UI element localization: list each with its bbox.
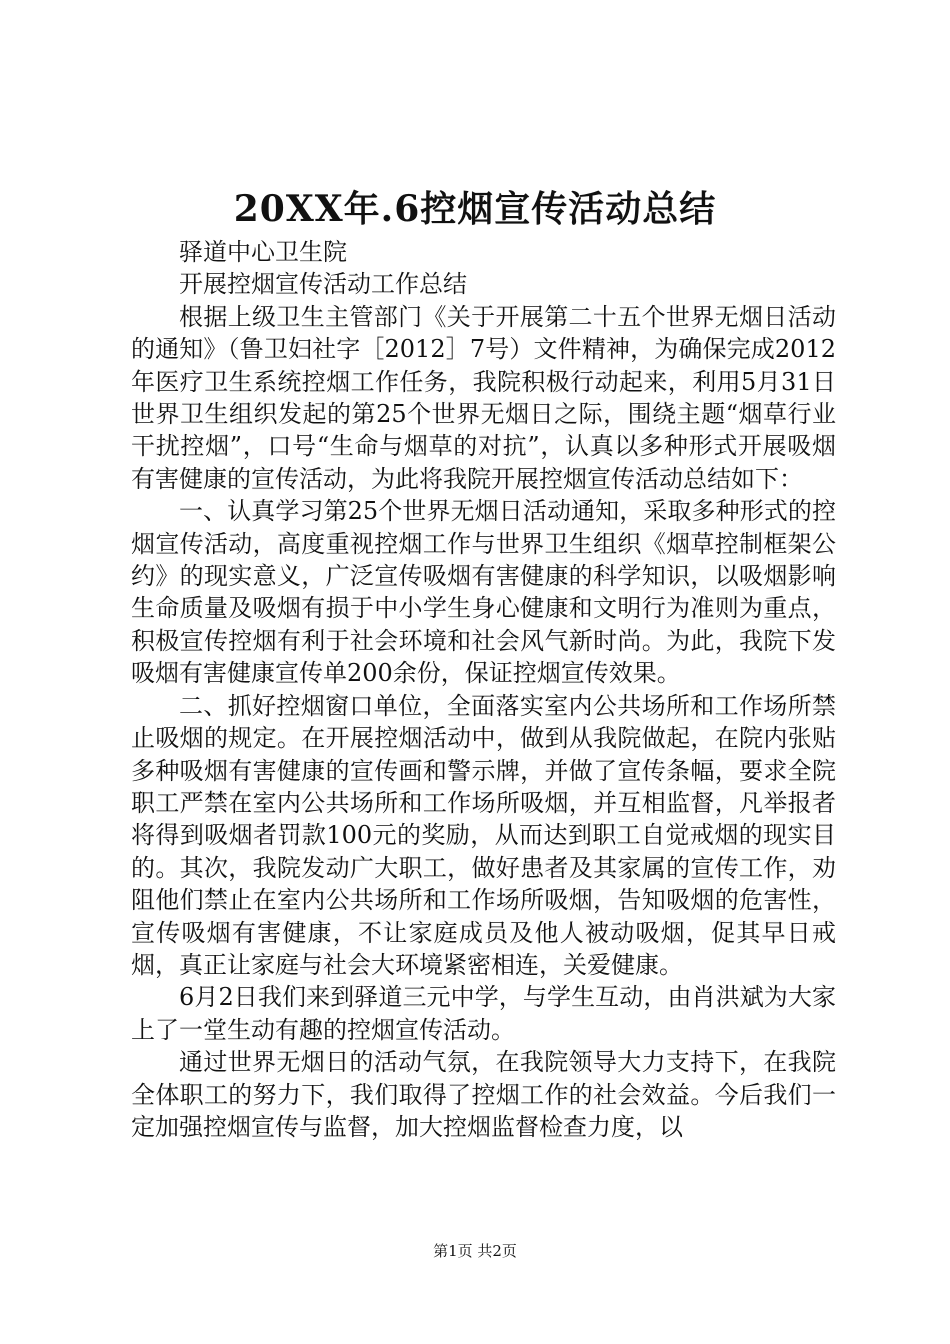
page-footer xyxy=(0,1241,950,1261)
document-body xyxy=(131,236,836,1143)
paragraph-subtitle: 开展控烟宣传活动工作总结 xyxy=(179,270,467,299)
paragraph-section-one: 一、认真学习第25个世界无烟日活动通知，采取多种形式的控烟宣传活动，高度重视控烟工作与世界卫生组织《烟草控制框架公约》的现实意义，广泛宣传吸烟有害健康的科学知识，以吸烟影响生命质量及吸烟有损于中小学生身心健康和文明行为准则为重点，积极宣传控烟有利于社会环境和社会风气新时尚。为此，我院下发吸烟有害健康宣传单200余份，保证控烟宣传效果。 xyxy=(131,497,836,688)
paragraph-section-two: 二、抓好控烟窗口单位，全面落实室内公共场所和工作场所禁止吸烟的规定。在开展控烟活动中，做到从我院做起，在院内张贴多种吸烟有害健康的宣传画和警示牌，并做了宣传条幅，要求全院职工严禁在室内公共场所和工作场所吸烟，并互相监督，凡举报者将得到吸烟者罚款100元的奖励，从而达到职工自觉戒烟的现实目的。其次，我院发动广大职工，做好患者及其家属的宣传工作，劝阻他们禁止在室内公共场所和工作场所吸烟，告知吸烟的危害性，宣传吸烟有害健康，不让家庭成员及他人被动吸烟，促其早日戒烟，真正让家庭与社会大环境紧密相连，关爱健康。 xyxy=(131,691,836,979)
paragraph-institution: 驿道中心卫生院 xyxy=(179,238,347,266)
page-title: 20XX年.6控烟宣传活动总结 xyxy=(233,188,717,230)
page-number: 第1页 xyxy=(433,1242,473,1260)
paragraph-intro: 根据上级卫生主管部门《关于开展第二十五个世界无烟日活动的通知》（鲁卫妇社字［2012］7号）文件精神，为确保完成2012年医疗卫生系统控烟工作任务，我院积极行动起来，利用5月31日世界卫生组织发起的第25个世界无烟日之际，围绕主题“烟草行业干扰控烟”，口号“生命与烟草的对抗”，认真以多种形式开展吸烟有害健康的宣传活动，为此将我院开展控烟宣传活动总结如下： xyxy=(131,302,836,493)
page-total: 共2页 xyxy=(477,1242,517,1260)
paragraph-conclusion: 通过世界无烟日的活动气氛，在我院领导大力支持下，在我院全体职工的努力下，我们取得了控烟工作的社会效益。今后我们一定加强控烟宣传与监督，加大控烟监督检查力度，以 xyxy=(131,1048,836,1141)
paragraph-school-visit: 6月2日我们来到驿道三元中学，与学生互动，由肖洪斌为大家上了一堂生动有趣的控烟宣传活动。 xyxy=(131,983,836,1044)
